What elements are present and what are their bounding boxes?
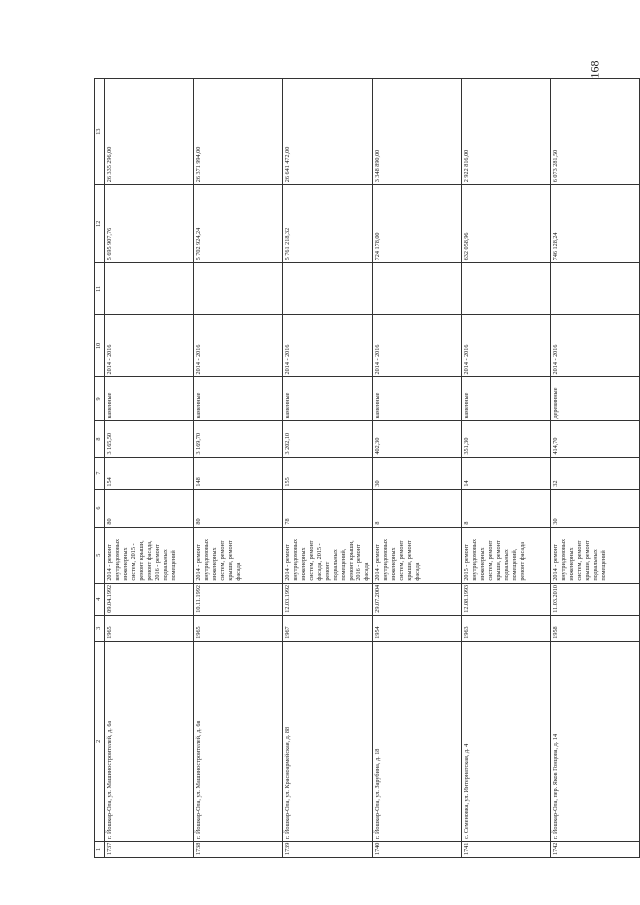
column-header: 5 (95, 527, 105, 583)
table-row (105, 79, 194, 858)
column-13-cell: 26 335 296,00 (105, 79, 194, 185)
area-cell: 351,30 (462, 421, 551, 457)
address-cell: г. Йошкар-Ола, ул. Красноармейская, д. 88 (283, 641, 373, 841)
address-cell: г. Йошкар-Ола, ул. Машиностроителей, д. 6в (194, 641, 283, 841)
table-row (551, 79, 640, 858)
works-cell: 2015 - ремонт внутридомовых инженерных систем, ремонт крыши, ремонт подвальных помещений, ремонт фасада (462, 527, 551, 583)
year-cell: 1967 (283, 615, 373, 641)
column-header: 11 (95, 263, 105, 315)
area-cell: 3 165,50 (105, 421, 194, 457)
works-cell: 2014 - ремонт внутридомовых инженерных систем, ремонт крыши, ремонт фасада (194, 527, 283, 583)
year-cell: 1958 (551, 615, 640, 641)
column-11-cell (462, 263, 551, 315)
column-header: 12 (95, 185, 105, 263)
date-cell: 10.11.1992 (194, 583, 283, 615)
column-12-cell: 5 695 907,76 (105, 185, 194, 263)
column-header: 2 (95, 641, 105, 841)
address-cell: г. Йошкар-Ола, пер. Яков Гонцова, д. 14 (551, 641, 640, 841)
row-number-cell: 1741 (462, 841, 551, 857)
table-row (283, 79, 373, 858)
column-header: 10 (95, 315, 105, 377)
column-13-cell: 3 348 890,00 (373, 79, 462, 185)
works-cell: 2014 - ремонт внутридомовых инженерных систем, ремонт фасада, 2015 - ремонт подвальных помещений, ремонт крыши, 2016 - ремонт фасада (283, 527, 373, 583)
date-cell: 11.03.2010 (551, 583, 640, 615)
date-cell: 12.03.1992 (283, 583, 373, 615)
material-cell: каменные (194, 377, 283, 421)
address-cell: г. Йошкар-Ола, ул. Зарубина, д. 18 (373, 641, 462, 841)
column-6-cell: 8 (373, 489, 462, 527)
column-11-cell (283, 263, 373, 315)
row-number-cell: 1737 (105, 841, 194, 857)
column-13-cell: 2 922 816,00 (462, 79, 551, 185)
housing-repair-table (94, 78, 640, 858)
area-cell: 3 169,70 (194, 421, 283, 457)
area-cell: 3 202,10 (283, 421, 373, 457)
column-12-cell: 632 058,96 (462, 185, 551, 263)
material-cell: каменные (462, 377, 551, 421)
area-cell: 402,30 (373, 421, 462, 457)
period-cell: 2014 - 2016 (373, 315, 462, 377)
column-7-cell: 14 (462, 457, 551, 489)
works-cell: 2014 - ремонт внутридомовых инженерных систем, 2015 - ремонт крыши, ремонт фасада, 2016 - ремонт подвальных помещений (105, 527, 194, 583)
address-cell: г. Йошкар-Ола, ул. Машиностроителей, д. 6а (105, 641, 194, 841)
year-cell: 1965 (105, 615, 194, 641)
column-6-cell: 8 (462, 489, 551, 527)
column-header: 1 (95, 841, 105, 857)
column-header: 13 (95, 79, 105, 185)
address-cell: с. Семеновка, ул. Интернатская, д. 4 (462, 641, 551, 841)
table-row (194, 79, 283, 858)
column-11-cell (551, 263, 640, 315)
row-number-cell: 1740 (373, 841, 462, 857)
column-13-cell: 26 641 472,00 (283, 79, 373, 185)
column-13-cell: 6 073 281,50 (551, 79, 640, 185)
column-11-cell (105, 263, 194, 315)
column-header: 6 (95, 489, 105, 527)
table-row (462, 79, 551, 858)
period-cell: 2014 - 2016 (105, 315, 194, 377)
column-6-cell: 80 (194, 489, 283, 527)
year-cell: 1954 (373, 615, 462, 641)
rotated-page-content (94, 78, 629, 858)
column-header: 8 (95, 421, 105, 457)
column-12-cell: 746 128,24 (551, 185, 640, 263)
column-7-cell: 148 (194, 457, 283, 489)
material-cell: каменные (105, 377, 194, 421)
column-11-cell (194, 263, 283, 315)
table-row (373, 79, 462, 858)
year-cell: 1963 (462, 615, 551, 641)
row-number-cell: 1738 (194, 841, 283, 857)
works-cell: 2014 - ремонт внутридомовых инженерных систем, ремонт крыши, ремонт подвальных помещений (551, 527, 640, 583)
column-header: 3 (95, 615, 105, 641)
row-number-cell: 1742 (551, 841, 640, 857)
header-row (95, 79, 105, 858)
period-cell: 2014 - 2016 (462, 315, 551, 377)
period-cell: 2014 - 2016 (551, 315, 640, 377)
material-cell: деревянные (551, 377, 640, 421)
page-number: 168 (587, 60, 602, 79)
column-11-cell (373, 263, 462, 315)
column-header: 4 (95, 583, 105, 615)
column-6-cell: 80 (105, 489, 194, 527)
column-12-cell: 5 761 218,32 (283, 185, 373, 263)
year-cell: 1965 (194, 615, 283, 641)
column-12-cell: 724 178,00 (373, 185, 462, 263)
column-12-cell: 5 702 924,24 (194, 185, 283, 263)
period-cell: 2014 - 2016 (194, 315, 283, 377)
date-cell: 12.08.1993 (462, 583, 551, 615)
column-7-cell: 32 (551, 457, 640, 489)
column-13-cell: 26 371 994,00 (194, 79, 283, 185)
column-header: 9 (95, 377, 105, 421)
column-header: 7 (95, 457, 105, 489)
column-7-cell: 30 (373, 457, 462, 489)
column-7-cell: 155 (283, 457, 373, 489)
date-cell: 29.07.2004 (373, 583, 462, 615)
works-cell: 2014 - ремонт внутридомовых инженерных систем, ремонт крыши, ремонт фасада (373, 527, 462, 583)
material-cell: каменные (283, 377, 373, 421)
column-6-cell: 78 (283, 489, 373, 527)
date-cell: 09.04.1992 (105, 583, 194, 615)
material-cell: каменные (373, 377, 462, 421)
column-6-cell: 30 (551, 489, 640, 527)
column-7-cell: 154 (105, 457, 194, 489)
period-cell: 2014 - 2016 (283, 315, 373, 377)
area-cell: 414,70 (551, 421, 640, 457)
row-number-cell: 1739 (283, 841, 373, 857)
